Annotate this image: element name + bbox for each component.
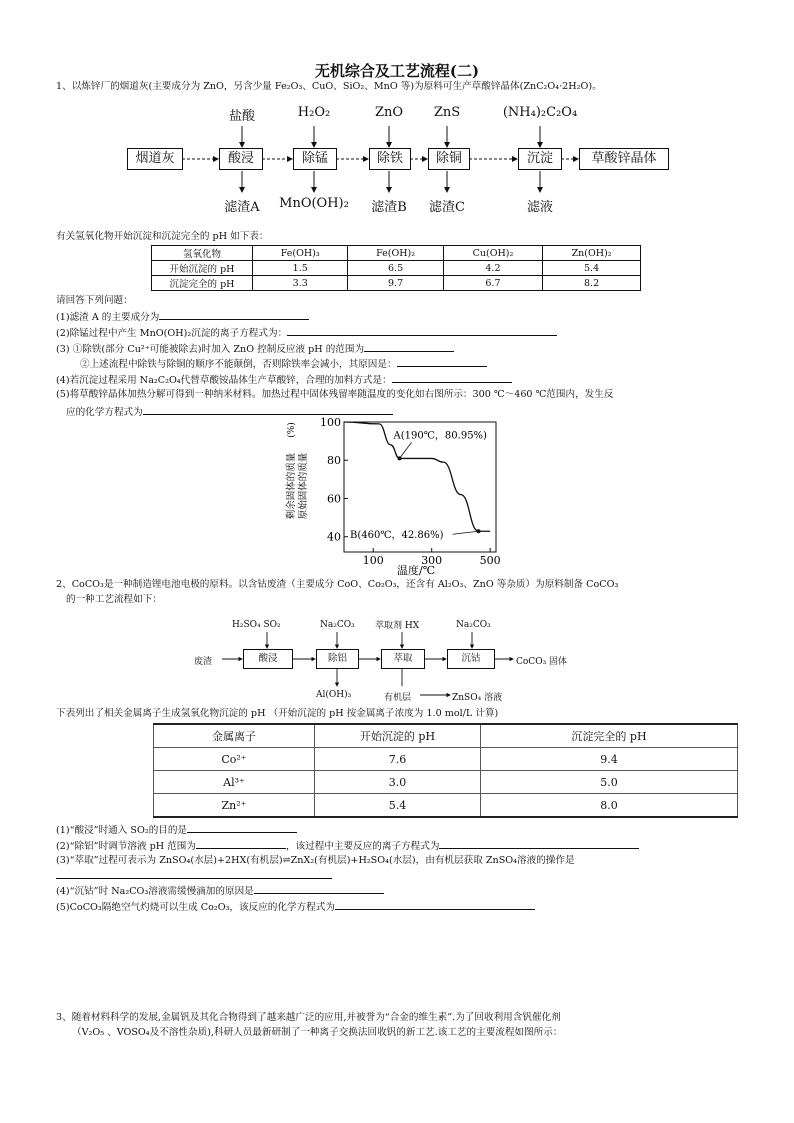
chart-annotation: B(460℃，42.86%): [350, 530, 444, 542]
table-header-cell: Fe(OH)₂: [348, 246, 443, 261]
q2-sub5-text: (5)CoCO₃隔绝空气灼烧可以生成 Co₂O₃，该反应的化学方程式为: [56, 902, 335, 913]
page-title: 无机综合及工艺流程(二): [314, 62, 480, 80]
q2-step-precipitate-co: 沉钴: [447, 649, 495, 669]
q2-start-waste: 废渣: [194, 657, 213, 667]
q1-sub3a-text: (3) ①除铁(部分 Cu²⁺可能被除去)时加入 ZnO 控制反应液 pH 的范围为: [56, 344, 365, 355]
q2-metal-ion-ph-table: [153, 723, 738, 818]
chart-ylabel-bottom: 原始固体的质量: [298, 452, 309, 520]
q3-line-b: （V₂O₅ 、VOSO₄及不溶性杂质),科研人员最新研制了一种离子交换法回收钒的新工艺.该工艺的主要流程如图所示：: [72, 1027, 563, 1038]
table-header-cell: 开始沉淀的 pH: [315, 724, 481, 748]
table-header-cell: 沉淀完全的 pH: [481, 724, 738, 748]
table-row: [154, 794, 738, 818]
table-header-cell: 氢氧化物: [152, 246, 253, 261]
chart-annotation: A(190℃，80.95%): [393, 430, 487, 442]
table-cell: 9.7: [348, 276, 443, 291]
q2-reagent-acid-so2: H₂SO₄ SO₂: [232, 620, 281, 630]
y-tick-label: 40: [327, 530, 341, 544]
table-cell: 5.4: [315, 794, 481, 818]
table-row: [154, 771, 738, 794]
q2-table-caption: 下表列出了相关金属离子生成氢氧化物沉淀的 pH （开始沉淀的 pH 按金属离子浓度为 1.0 mol/L 计算): [56, 708, 499, 719]
table-cell: Zn²⁺: [154, 794, 315, 818]
table-cell: 4.2: [443, 261, 542, 276]
q1-sub3b-text: ②上述流程中除铁与除铜的顺序不能颠倒，否则除铁率会减小，其原因是：: [80, 359, 397, 370]
q2-sub3-blank-line: [56, 868, 332, 883]
answer-blank[interactable]: [196, 838, 286, 849]
answer-blank[interactable]: [439, 838, 639, 849]
step-flue-ash: 烟道灰: [127, 148, 183, 170]
y-tick-label: 60: [327, 492, 341, 506]
q2-intro-a: 2、CoCO₃是一种制造锂电池电极的原料。以含钴废渣（主要成分 CoO、Co₂O₃，还含有 Al₂O₃、ZnO 等杂质）为原料制备 CoCO₃: [56, 579, 619, 590]
table-cell: 6.7: [443, 276, 542, 291]
table-cell: 5.4: [543, 261, 641, 276]
table-header-cell: Cu(OH)₂: [443, 246, 542, 261]
q1-sub4-text: (4)若沉淀过程采用 Na₂C₂O₄代替草酸铵晶体生产草酸锌，合理的加料方式是：: [56, 375, 392, 386]
table-header-cell: 金属离子: [154, 724, 315, 748]
y-tick-label: 100: [320, 416, 341, 429]
q2-reagent-na2co3-2: Na₂CO₃: [456, 620, 491, 630]
y-tick-label: 80: [327, 454, 341, 468]
product-residue-b: 滤渣B: [371, 200, 407, 215]
q3-line-a: 3、随着材料科学的发展,金属钒及其化合物得到了越来越广泛的应用,并被誉为“合金的维生素”.为了回收利用含钒催化剂: [56, 1012, 561, 1023]
answer-blank[interactable]: [56, 868, 332, 879]
q2-reagent-na2co3: Na₂CO₃: [320, 620, 355, 630]
step-remove-mn: 除锰: [293, 148, 337, 170]
table-cell: 3.3: [253, 276, 348, 291]
q2-sub4-text: (4)“沉钴”时 Na₂CO₃溶液需缓慢滴加的原因是: [56, 886, 254, 897]
table-header-cell: Zn(OH)₂: [543, 246, 641, 261]
q2-sub2: [56, 838, 639, 853]
product-filtrate: 滤液: [526, 200, 553, 215]
table-cell: 9.4: [481, 748, 738, 771]
q2-sub2a-text: (2)“除铝”时调节溶液 pH 范围为: [56, 841, 196, 852]
answer-blank[interactable]: [254, 883, 384, 894]
table-cell: 5.0: [481, 771, 738, 794]
q2-organic-layer: 有机层: [384, 693, 412, 703]
q2-sub1-text: (1)“酸浸”时通入 SO₂的目的是: [56, 825, 188, 836]
q2-znso4-solution: ZnSO₄ 溶液: [452, 693, 503, 703]
table-cell: 沉淀完全的 pH: [152, 276, 253, 291]
x-tick-label: 500: [479, 554, 501, 567]
q1-sub1-text: (1)滤渣 A 的主要成分为: [56, 312, 160, 323]
reagent-h2o2: H₂O₂: [297, 105, 331, 120]
table-cell: Co²⁺: [154, 748, 315, 771]
x-tick-label: 100: [362, 554, 384, 567]
step-precipitate: 沉淀: [518, 148, 562, 170]
chart-xlabel: 温度/℃: [396, 564, 436, 576]
q2-product-aloh3: Al(OH)₃: [316, 690, 352, 700]
product-residue-a: 滤渣A: [224, 200, 260, 215]
table-cell: 7.6: [315, 748, 481, 771]
q1-intro: 1、以炼锌厂的烟道灰(主要成分为 ZnO，另含少量 Fe₂O₃、CuO、SiO₂、MnO 等)为原料可生产草酸锌晶体(ZnC₂O₄·2H₂O)。: [56, 81, 602, 92]
q2-sub3: (3)“萃取”过程可表示为 ZnSO₄(水层)+2HX(有机层)⇌ZnX₂(有机层)+H₂SO₄(水层)，由有机层获取 ZnSO₄溶液的操作是: [56, 855, 575, 866]
step-remove-cu: 除铜: [428, 148, 470, 170]
q2-step-extraction: 萃取: [381, 649, 425, 669]
q1-sub5b-text: 应的化学方程式为: [66, 407, 143, 418]
q2-sub2b-text: ，该过程中主要反应的离子方程式为: [285, 841, 440, 852]
table-cell: 3.0: [315, 771, 481, 794]
q2-step-acid-leach: 酸浸: [243, 649, 293, 669]
table-header-row: [154, 724, 738, 748]
product-mno-oh2: MnO(OH)₂: [279, 196, 349, 211]
table-cell: 8.0: [481, 794, 738, 818]
table-cell: 6.5: [348, 261, 443, 276]
q2-sub5: [56, 899, 535, 914]
step-remove-fe: 除铁: [369, 148, 411, 170]
chart-ylabel-unit: (%): [287, 422, 297, 438]
chart-ylabel-top: 剩余固体的质量: [286, 452, 297, 520]
q1-ask: 请回答下列问题：: [56, 295, 133, 306]
answer-blank[interactable]: [187, 822, 297, 833]
table-row: [154, 748, 738, 771]
table-cell: 8.2: [543, 276, 641, 291]
answer-blank[interactable]: [335, 899, 535, 910]
q1-sub5a: (5)将草酸锌晶体加热分解可得到一种纳米材料。加热过程中固体残留率随温度的变化如右图所示：300 ℃～460 ℃范围内，发生反: [56, 389, 614, 400]
reagent-ammonium-oxalate: (NH₄)₂C₂O₄: [502, 105, 578, 120]
x-tick-label: 300: [421, 554, 443, 567]
step-acid-leach: 酸浸: [219, 148, 263, 170]
q1-sub2-text: (2)除锰过程中产生 MnO(OH)₂沉淀的离子方程式为：: [56, 328, 288, 339]
q2-step-remove-al: 除铝: [316, 649, 359, 669]
reagent-zno: ZnO: [374, 105, 404, 120]
q2-sub4: [56, 883, 384, 898]
reagent-zns: ZnS: [433, 105, 461, 120]
q1-table-caption: 有关氢氧化物开始沉淀和沉淀完全的 pH 如下表：: [56, 231, 269, 242]
q2-sub1: [56, 822, 297, 837]
table-header-cell: Fe(OH)₃: [253, 246, 348, 261]
table-cell: Al³⁺: [154, 771, 315, 794]
q2-end-coco3: CoCO₃ 固体: [516, 657, 568, 667]
q2-intro-b: 的一种工艺流程如下：: [66, 594, 162, 605]
product-residue-c: 滤渣C: [429, 200, 465, 215]
table-cell: 开始沉淀的 pH: [152, 261, 253, 276]
step-zinc-oxalate-crystal: 草酸锌晶体: [579, 148, 669, 170]
reagent-hcl: 盐酸: [228, 109, 255, 124]
table-cell: 1.5: [253, 261, 348, 276]
q2-reagent-extractant: 萃取剂 HX: [375, 621, 420, 631]
